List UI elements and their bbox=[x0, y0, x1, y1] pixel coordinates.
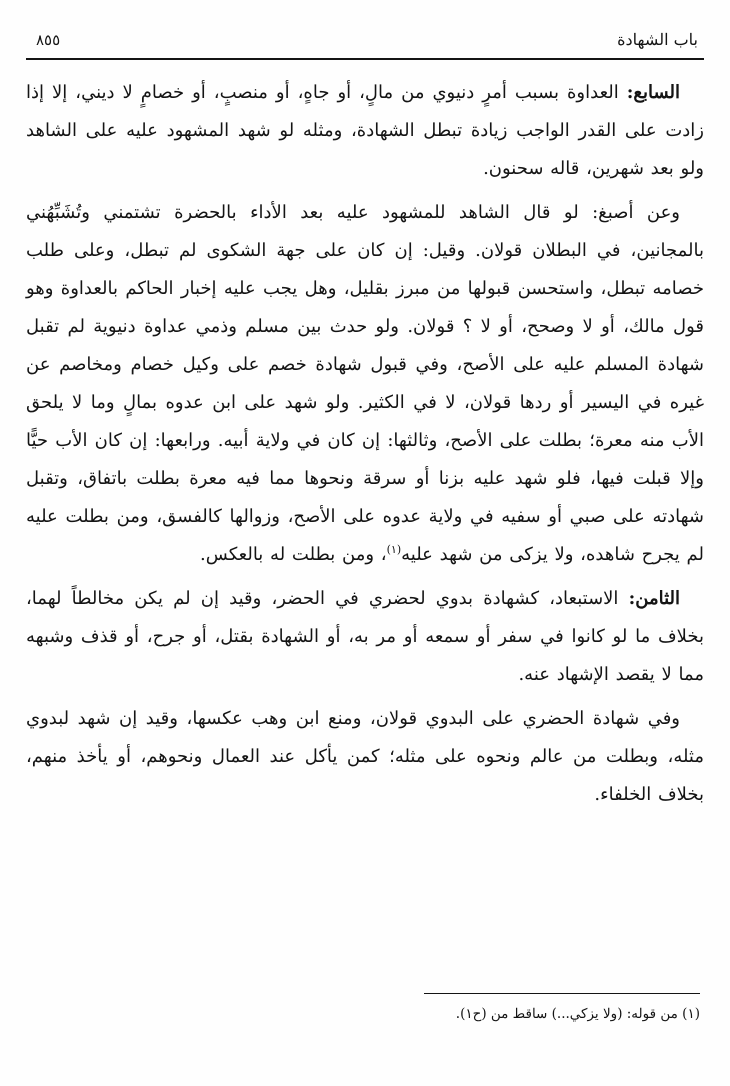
paragraph bbox=[26, 74, 704, 188]
page-header bbox=[26, 30, 704, 58]
paragraph-text: ، ومن بطلت له بالعكس. bbox=[200, 544, 387, 565]
paragraph-lead: السابع: bbox=[626, 82, 680, 103]
footnote-ref: (١) bbox=[386, 543, 402, 556]
paragraph bbox=[26, 580, 704, 694]
footnote-separator bbox=[424, 993, 700, 994]
page-body bbox=[26, 74, 704, 820]
chapter-title: باب الشهادة bbox=[617, 30, 698, 49]
paragraph bbox=[26, 194, 704, 574]
paragraph-text: العداوة بسبب أمرٍ دنيوي من مالٍ، أو جاهٍ، أو منصبٍ، أو خصامٍ لا ديني، إلا إذا زادت على القدر الواجب زيادة تبطل الشهادة، ومثله لو شهد المشهود عليه على الشاهد ولو بعد شهرين، قاله سحنون. bbox=[26, 82, 704, 179]
paragraph bbox=[26, 700, 704, 814]
paragraph-text: وعن أصبغ: لو قال الشاهد للمشهود عليه بعد الأداء بالحضرة تشتمني وتُشَبِّهُني بالمجانين، في البطلان قولان. وقيل: إن كان على جهة الشكوى لم تبطل، وعلى طلب خصامه تبطل، واستحسن قبولها من مبرز بقليل، وهل يجب عليه إخبار الحاكم بالعداوة وهو قول مالك، أو لا وصحح، أو لا ؟ قولان. ولو حدث بين مسلم وذمي عداوة دنيوية لم تقبل شهادة المسلم عليه على الأصح، وفي قبول شهادة خصم على وكيل خصام ومخاصم عن غيره في اليسير أو ردها قولان، لا في الكثير. ولو شهد على ابن عدوه بمالٍ وما لا يلحق الأب منه معرة؛ بطلت على الأصح، وثالثها: إن كان في ولاية أبيه. ورابعها: إن كان الأب حيًّا وإلا قبلت فيها، فلو شهد عليه بزنا أو سرقة ونحوها مما فيه معرة بطلت باتفاق، وتقبل شهادته على صبي أو سفيه في ولاية عدوه على الأصح، وزوالها كالفسق، ومن بطلت عليه لم يجرح شاهده، ولا يزكى من شهد عليه bbox=[26, 202, 704, 565]
page-number: ٨٥٥ bbox=[36, 31, 61, 49]
footnote-text: (١) من قوله: (ولا يزكي...) ساقط من (ح١). bbox=[455, 1006, 700, 1022]
paragraph-lead: الثامن: bbox=[628, 588, 680, 609]
header-rule bbox=[26, 58, 704, 60]
page-footer bbox=[26, 993, 704, 1086]
paragraph-text: الاستبعاد، كشهادة بدوي لحضري في الحضر، وقيد إن لم يكن مخالطاً لهما، بخلاف ما لو كانوا في سفر أو سمعه أو مر به، أو الشهادة بقتل، أو جرح، أو قذف وشبهه مما لا يقصد الإشهاد عنه. bbox=[26, 588, 704, 685]
paragraph-text: وفي شهادة الحضري على البدوي قولان، ومنع ابن وهب عكسها، وقيد إن شهد لبدوي مثله، وبطلت من عالم ونحوه على مثله؛ كمن يأكل عند العمال ونحوهم، أو يأخذ منهم، بخلاف الخلفاء. bbox=[26, 708, 704, 805]
